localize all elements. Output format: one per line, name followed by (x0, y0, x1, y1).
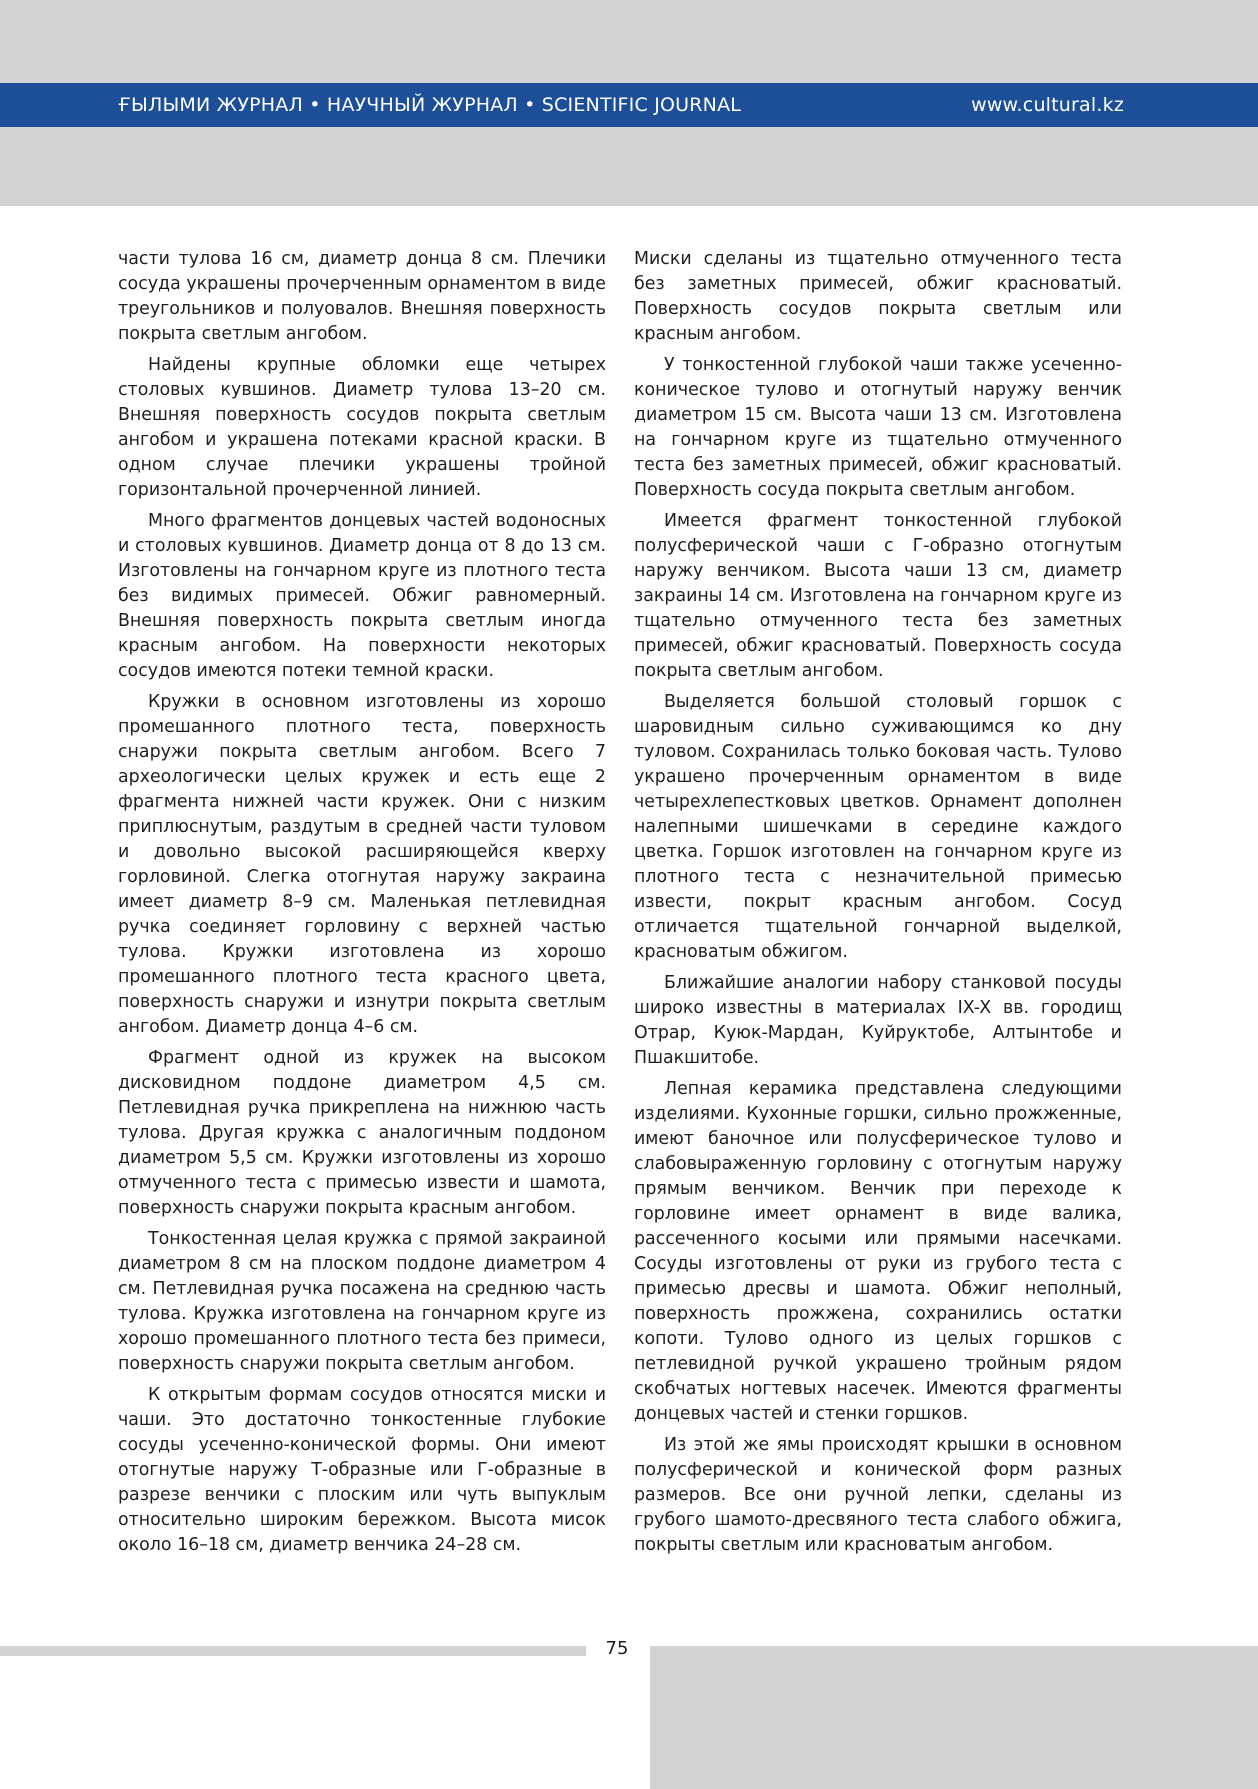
footer-divider (0, 1646, 586, 1656)
page-number: 75 (605, 1638, 629, 1659)
paragraph: Тонкостенная целая кружка с прямой закраиной диаметром 8 см на плоском поддоне диаметром 4 см. Петлевидная ручка посажена на среднюю часть тулова. Кружка изготовлена на гончарном круге из хорошо промешанного плотного теста без примеси, поверхность снаружи покрыта светлым ангобом. (118, 1229, 606, 1374)
paragraph: Из этой же ямы происходят крышки в основном полусферической и конической форм разных размеров. Все они ручной лепки, сделаны из грубого шамото-дресвяного теста слабого обжига, покрыты светлым или красноватым ангобом. (634, 1435, 1122, 1555)
paragraph: части тулова 16 см, диаметр донца 8 см. Плечики сосуда украшены прочерченным орнаментом в виде треугольников и полуовалов. Внешняя поверхность покрыта светлым ангобом. (118, 249, 606, 344)
paragraph: У тонкостенной глубокой чаши также усеченно-коническое тулово и отогнутый наружу венчик диаметром 15 см. Высота чаши 13 см. Изготовлена на гончарном круге из тщательно отмученного теста без заметных примесей, обжиг красноватый. Поверхность сосуда покрыта светлым ангобом. (634, 355, 1122, 500)
footer-background (650, 1646, 1258, 1789)
paragraph: Имеется фрагмент тонкостенной глубокой полусферической чаши с Г-образно отогнутым наружу венчиком. Высота чаши 13 см, диаметр закраины 14 см. Изготовлена на гончарном круге из тщательно отмученного теста без заметных примесей, обжиг красноватый. Поверхность сосуда покрыта светлым ангобом. (634, 511, 1122, 681)
paragraph: К открытым формам сосудов относятся миски и чаши. Это достаточно тонкостенные глубокие сосуды усеченно-конической формы. Они имеют отогнутые наружу Т-образные или Г-образные в разрезе венчики с плоским или чуть выпуклым относительно широким бережком. Высота мисок около 16–18 см, диаметр венчика 24–28 см. (118, 1385, 606, 1555)
paragraph: Лепная керамика представлена следующими изделиями. Кухонные горшки, сильно прожженные, имеют баночное или полусферическое тулово и слабовыраженную горловину с отогнутым наружу прямым венчиком. Венчик при переходе к горловине имеет орнамент в виде валика, рассеченного косыми или прямыми насечками. Сосуды изготовлены от руки из грубого теста с примесью дресвы и шамота. Обжиг неполный, поверхность прожжена, сохранились остатки копоти. Тулово одного из целых горшков с петлевидной ручкой украшено тройным рядом скобчатых ногтевых насечек. Имеются фрагменты донцевых частей и стенки горшков. (634, 1079, 1122, 1424)
paragraph: Кружки в основном изготовлены из хорошо промешанного плотного теста, поверхность снаружи покрыта светлым ангобом. Всего 7 археологически целых кружек и есть еще 2 фрагмента нижней части кружек. Они с низким приплюснутым, раздутым в средней части туловом и довольно высокой расширяющейся кверху горловиной. Слегка отогнутая наружу закраина имеет диаметр 8–9 см. Маленькая петлевидная ручка соединяет горловину с верхней частью тулова. Кружки изготовлена из хорошо промешанного плотного теста красного цвета, поверхность снаружи и изнутри покрыта светлым ангобом. Диаметр донца 4–6 см. (118, 692, 606, 1037)
paragraph: Много фрагментов донцевых частей водоносных и столовых кувшинов. Диаметр донца от 8 до 13 см. Изготовлены на гончарном круге из плотного теста без видимых примесей. Обжиг равномерный. Внешняя поверхность покрыта светлым иногда красным ангобом. На поверхности некоторых сосудов имеются потеки темной краски. (118, 511, 606, 681)
journal-header-bar (0, 83, 1258, 127)
paragraph: Миски сделаны из тщательно отмученного теста без заметных примесей, обжиг красноватый. Поверхность сосудов покрыта светлым или красным ангобом. (634, 249, 1122, 344)
left-text-column (118, 247, 606, 1564)
journal-title: ҒЫЛЫМИ ЖУРНАЛ • НАУЧНЫЙ ЖУРНАЛ • SCIENTIFIC JOURNAL (118, 94, 742, 116)
paragraph: Фрагмент одной из кружек на высоком дисковидном поддоне диаметром 4,5 см. Петлевидная ручка прикреплена на нижнюю часть тулова. Другая кружка с аналогичным поддоном диаметром 5,5 см. Кружки изготовлены из хорошо отмученного теста с примесью извести и шамота, поверхность снаружи покрыта красным ангобом. (118, 1048, 606, 1218)
website-link[interactable]: www.cultural.kz (971, 94, 1124, 116)
paragraph: Ближайшие аналогии набору станковой посуды широко известны в материалах IX-X вв. городищ Отрар, Куюк-Мардан, Куйруктобе, Алтынтобе и Пшакшитобе. (634, 973, 1122, 1068)
paragraph: Выделяется большой столовый горшок с шаровидным сильно суживающимся ко дну туловом. Сохранилась только боковая часть. Тулово украшено прочерченным орнаментом в виде четырехлепестковых цветков. Орнамент дополнен налепными шишечками в середине каждого цветка. Горшок изготовлен на гончарном круге из плотного теста с незначительной примесью извести, покрыт красным ангобом. Сосуд отличается тщательной гончарной выделкой, красноватым обжигом. (634, 692, 1122, 962)
right-text-column (634, 247, 1122, 1564)
paragraph: Найдены крупные обломки еще четырех столовых кувшинов. Диаметр тулова 13–20 см. Внешняя поверхность сосудов покрыта светлым ангобом и украшена потеками красной краски. В одном случае плечики украшены тройной горизонтальной прочерченной линией. (118, 355, 606, 500)
